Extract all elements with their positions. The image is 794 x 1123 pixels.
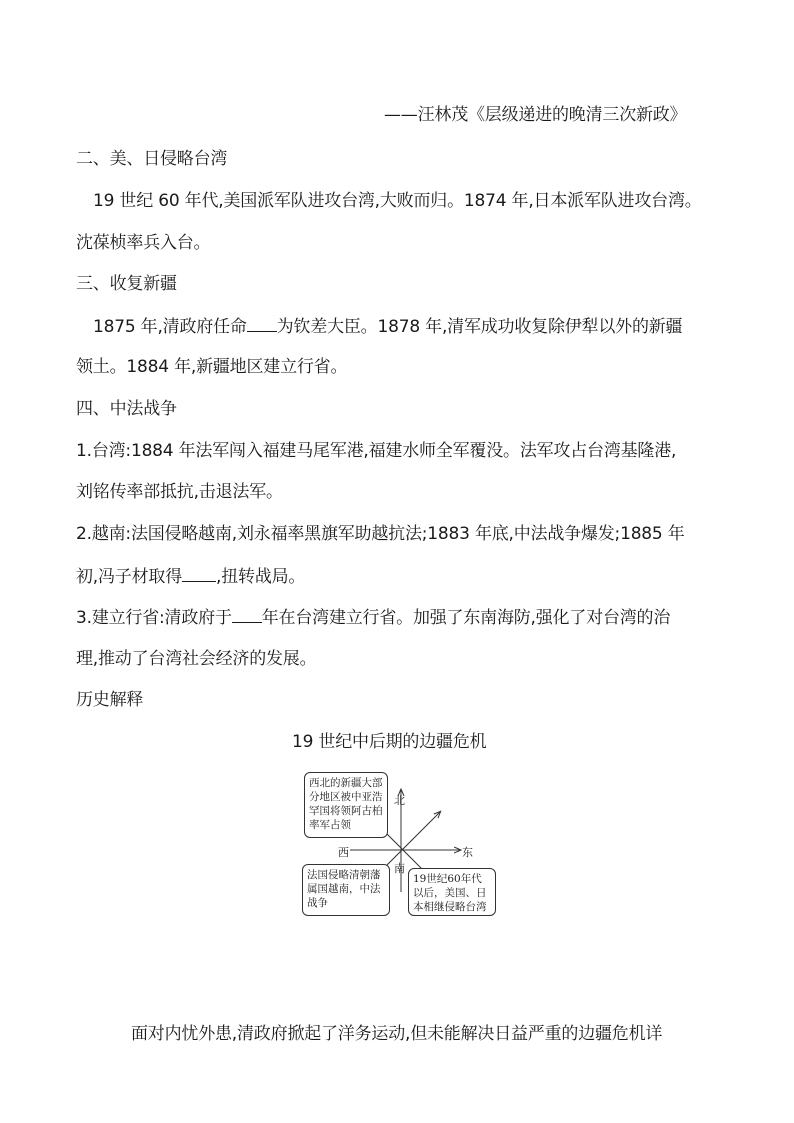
fill-blank-commissioner[interactable] (247, 315, 277, 332)
border-crisis-diagram (300, 772, 500, 922)
section4-item2-line1: 2.越南:法国侵略越南,刘永福率黑旗军助越抗法;1883 年底,中法战争爆发;1885 年 (76, 524, 685, 544)
fill-blank-victory[interactable] (182, 565, 216, 582)
southeast-box: 19世纪60年代以后，美国、日本相继侵略台湾 (408, 868, 496, 916)
section4-item3-line1 (76, 606, 670, 629)
south-label: 南 (394, 862, 405, 875)
section4-item3-line1-start: 3.建立行省:清政府于 (76, 608, 232, 628)
section4-item1-line1: 1.台湾:1884 年法军闯入福建马尾军港,福建水师全军覆没。法军攻占台湾基隆港, (76, 441, 677, 461)
bottom-paragraph-line: 面对内忧外患,清政府掀起了洋务运动,但未能解决日益严重的边疆危机详 (131, 1024, 663, 1044)
section3-line1 (93, 315, 682, 338)
history-heading: 历史解释 (76, 690, 144, 710)
section4-heading: 四、中法战争 (76, 399, 177, 419)
section3-heading: 三、收复新疆 (76, 274, 177, 294)
diagram-title: 19 世纪中后期的边疆危机 (292, 732, 487, 752)
section4-item3-line1-end: 年在台湾建立行省。加强了东南海防,强化了对台湾的治 (261, 608, 671, 628)
section2-paragraph-line1: 19 世纪 60 年代,美国派军队进攻台湾,大败而归。1874 年,日本派军队进攻台湾。 (93, 191, 702, 211)
section4-item2-line2 (76, 565, 305, 588)
southwest-box: 法国侵略清朝藩属国越南，中法战争 (302, 864, 390, 916)
north-label: 北 (394, 794, 405, 807)
section3-line1-start: 1875 年,清政府任命 (93, 317, 247, 337)
section4-item2-line2-end: ,扭转战局。 (216, 567, 306, 587)
section4-item3-line2: 理,推动了台湾社会经济的发展。 (76, 649, 317, 669)
section4-item2-line2-start: 初,冯子材取得 (76, 567, 183, 587)
source-citation: ——汪林茂《层级递进的晚清三次新政》 (384, 105, 687, 125)
section3-line1-end: 为钦差大臣。1878 年,清军成功收复除伊犁以外的新疆 (276, 317, 683, 337)
section3-line2: 领土。1884 年,新疆地区建立行省。 (76, 357, 348, 377)
fill-blank-year[interactable] (232, 606, 262, 623)
northwest-box: 西北的新疆大部分地区被中亚浩罕国将领阿古柏率军占领 (304, 772, 388, 838)
section4-item1-line2: 刘铭传率部抵抗,击退法军。 (76, 482, 283, 502)
section2-heading: 二、美、日侵略台湾 (76, 149, 228, 169)
east-label: 东 (462, 846, 473, 859)
west-label: 西 (338, 846, 349, 859)
section2-paragraph-line2: 沈葆桢率兵入台。 (76, 233, 211, 253)
